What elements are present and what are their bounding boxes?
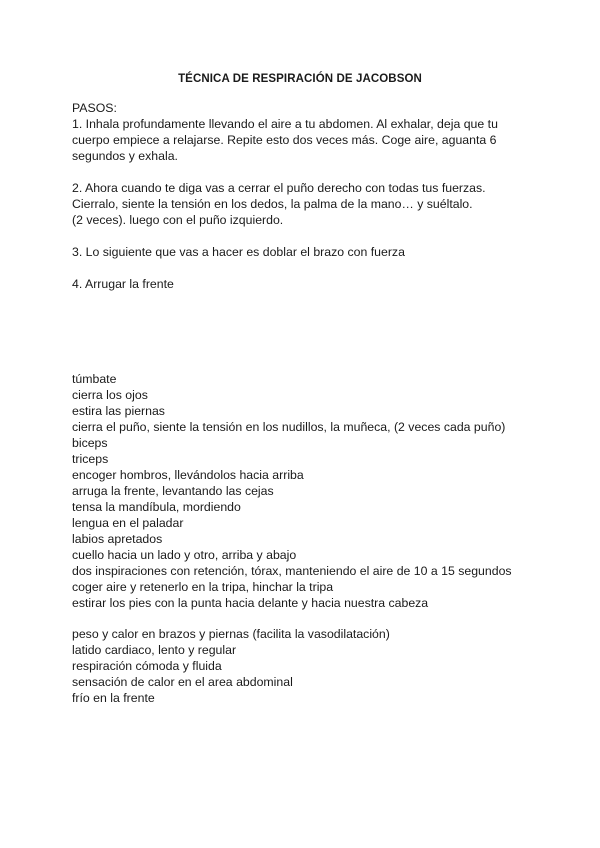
step-line: 3. Lo siguiente que vas a hacer es doblar el brazo con fuerza	[72, 245, 405, 259]
list-item: dos inspiraciones con retención, tórax, manteniendo el aire de 10 a 15 segundos	[72, 564, 512, 578]
step-4	[72, 276, 542, 292]
list-item: respiración cómoda y fluida	[72, 659, 222, 673]
step-line: 2. Ahora cuando te diga vas a cerrar el puño derecho con todas tus fuerzas.	[72, 181, 486, 195]
step-1	[72, 116, 542, 164]
step-line: 4. Arrugar la frente	[72, 277, 174, 291]
list-item: biceps	[72, 436, 108, 450]
list-item: túmbate	[72, 372, 117, 386]
list-item: frío en la frente	[72, 691, 155, 705]
list-item: estirar los pies con la punta hacia delante y hacia nuestra cabeza	[72, 596, 429, 610]
step-line: (2 veces). luego con el puño izquierdo.	[72, 213, 284, 227]
list-item: peso y calor en brazos y piernas (facilita la vasodilatación)	[72, 627, 390, 641]
step-line: 1. Inhala profundamente llevando el aire a tu abdomen. Al exhalar, deja que tu	[72, 117, 498, 131]
list-item: coger aire y retenerlo en la tripa, hinchar la tripa	[72, 580, 334, 594]
step-line: cuerpo empiece a relajarse. Repite esto dos veces más. Coge aire, aguanta 6	[72, 133, 497, 147]
sensation-list	[72, 626, 542, 706]
list-item: encoger hombros, llevándolos hacia arriba	[72, 468, 304, 482]
step-line: Cierralo, siente la tensión en los dedos, la palma de la mano… y suéltalo.	[72, 197, 473, 211]
steps-heading: PASOS:	[72, 101, 117, 115]
list-item: cierra los ojos	[72, 388, 148, 402]
list-item: tensa la mandíbula, mordiendo	[72, 500, 241, 514]
list-item: lengua en el paladar	[72, 516, 184, 530]
document-title: TÉCNICA DE RESPIRACIÓN DE JACOBSON	[178, 73, 422, 85]
step-2	[72, 180, 542, 228]
list-item: triceps	[72, 452, 109, 466]
list-item: cuello hacia un lado y otro, arriba y abajo	[72, 548, 297, 562]
list-item: estira las piernas	[72, 404, 165, 418]
list-item: labios apretados	[72, 532, 163, 546]
list-item: sensación de calor en el area abdominal	[72, 675, 293, 689]
step-3	[72, 244, 542, 260]
step-line: segundos y exhala.	[72, 149, 178, 163]
exercise-list	[72, 371, 542, 611]
list-item: arruga la frente, levantando las cejas	[72, 484, 274, 498]
list-item: cierra el puño, siente la tensión en los nudillos, la muñeca, (2 veces cada puño)	[72, 420, 506, 434]
steps-section	[72, 100, 542, 292]
list-item: latido cardiaco, lento y regular	[72, 643, 237, 657]
